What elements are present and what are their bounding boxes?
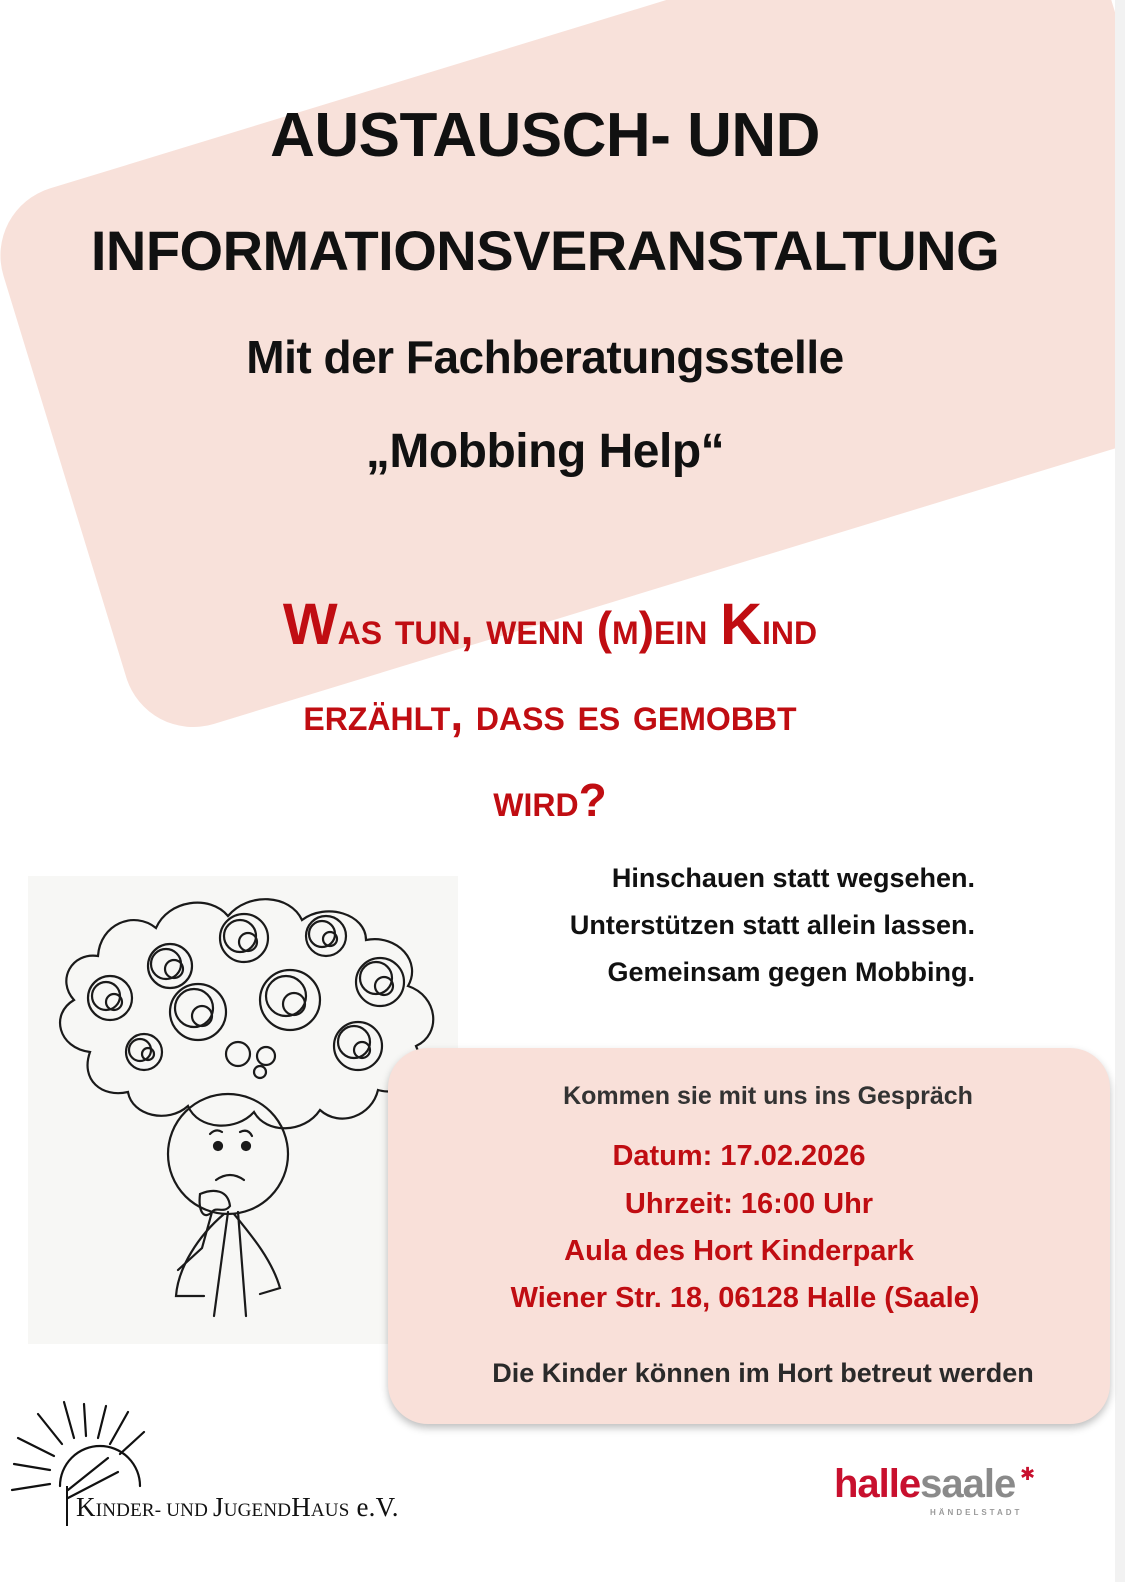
subtitle-line-1: Mit der Fachberatungsstelle [246,331,844,383]
event-time: Uhrzeit: 16:00 Uhr [624,1188,874,1220]
question-heading [140,582,960,843]
info-intro: Kommen sie mit uns ins Gespräch [563,1082,973,1110]
hallesaale-logo: hallesaale ✱ HÄNDELSTADT [834,1462,1036,1517]
page-edge [1115,0,1125,1582]
question-line-1: Was tun, wenn (m)ein Kind [282,592,818,657]
org-divider [66,1486,68,1526]
tagline-line: Hinschauen statt wegsehen. [611,863,975,893]
question-line-3: wird? [493,774,607,826]
tagline [570,855,975,996]
event-venue: Aula des Hort Kinderpark [564,1235,914,1267]
star-icon: ✱ [1020,1464,1036,1484]
title-line-2: INFORMATIONSVERANSTALTUNG [90,219,1000,282]
subtitle-line-2: „Mobbing Help“ [365,425,725,478]
event-address: Wiener Str. 18, 06128 Halle (Saale) [510,1282,980,1314]
childcare-note: Die Kinder können im Hort betreut werden [492,1358,1034,1388]
org-logo-text: KINDER- UND JUGENDHAUS e.V. [76,1492,399,1522]
event-date: Datum: 17.02.2026 [612,1140,866,1172]
event-info-box [388,1048,1110,1424]
title-line-1: AUSTAUSCH- UND [270,101,820,170]
tagline-line: Gemeinsam gegen Mobbing. [607,957,975,987]
tagline-line: Unterstützen statt allein lassen. [569,910,975,940]
question-line-2: erzählt, dass es gemobbt [303,688,797,740]
